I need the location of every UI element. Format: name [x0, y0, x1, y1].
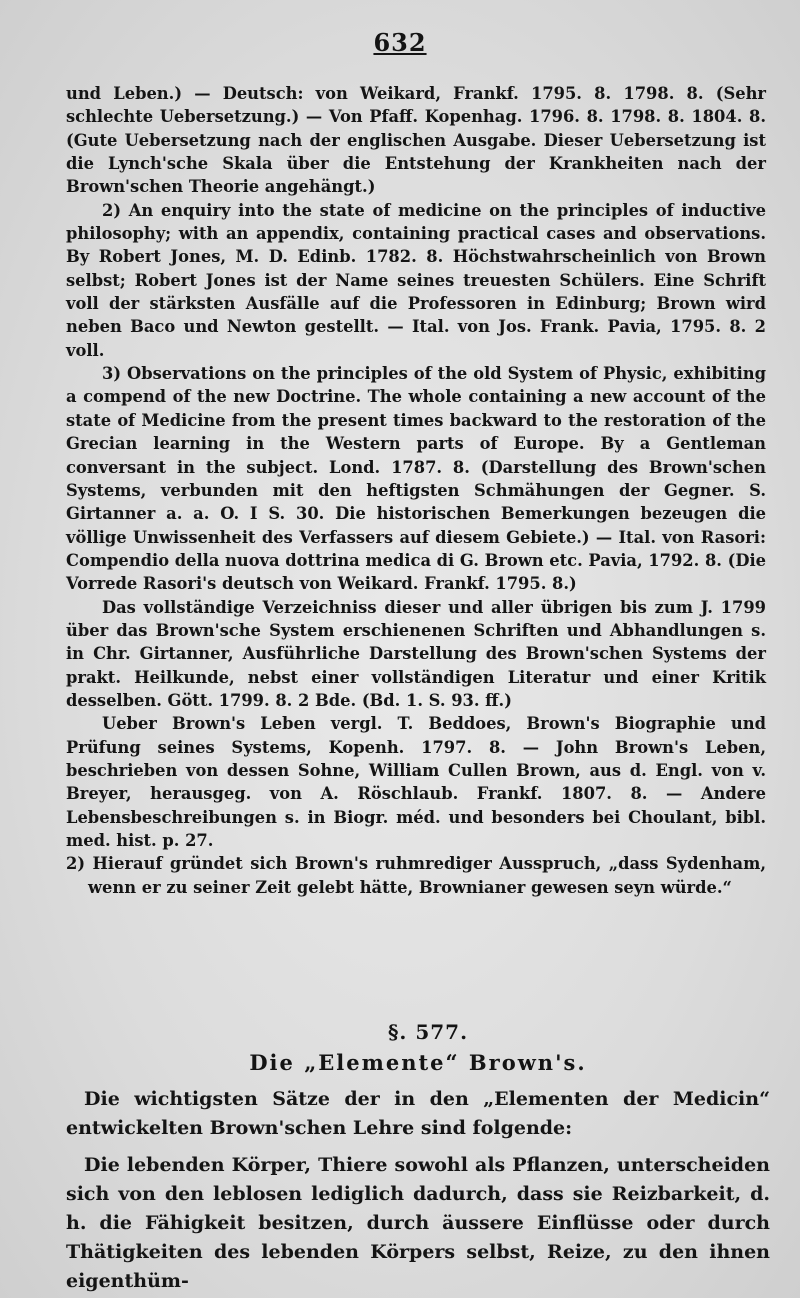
- paragraph-living-bodies: Die lebenden Körper, Thiere sowohl als Pflanzen, unterscheiden sich von den leblosen lediglich dadurch, dass sie Reizbarkeit, d. h. die Fähigkeit besitzen, durch äussere Einflüsse oder durch Thätigkeiten des lebenden Körpers selbst, Reize, zu den ihnen eigenthüm-: [66, 1154, 770, 1292]
- footnote-2-sydenham: 2) Hierauf gründet sich Brown's ruhmrediger Ausspruch, „dass Sydenham, wenn er zu seiner Zeit gelebt hätte, Brownianer gewesen seyn würde.“: [66, 854, 766, 897]
- footnote-bibliography: Das vollständige Verzeichniss dieser und aller übrigen bis zum J. 1799 über das Brown'sche System erschienenen Schriften und Abhandlungen s. in Chr. Girtanner, Ausführliche Darstellung des Brown'schen Systems der prakt. Heilkunde, nebst einer vollständigen Literatur und einer Kritik desselben. Gött. 1799. 8. 2 Bde. (Bd. 1. S. 93. ff.): [66, 597, 766, 710]
- footnote-2-jones: 2) An enquiry into the state of medicine on the principles of inductive philosophy; with an appendix, containing practical cases and observations. By Robert Jones, M. D. Edinb. 1782. 8. Höchstwahrscheinlich von Brown selbst; Robert Jones ist der Name seines treuesten Schülers. Eine Schrift voll der stärksten Ausfälle auf die Professoren in Edinburg; Brown wird neben Baco und Newton gestellt. — Ital. von Jos. Frank. Pavia, 1795. 8. 2 voll.: [66, 200, 766, 360]
- section-number: §. 577.: [387, 1020, 469, 1044]
- footnote-biography: Ueber Brown's Leben vergl. T. Beddoes, Brown's Biographie und Prüfung seines Systems, Kopenh. 1797. 8. — John Brown's Leben, beschrieben von dessen Sohne, William Cullen Brown, aus d. Engl. von v. Breyer, herausgeg. von A. Röschlaub. Frankf. 1807. 8. — Andere Lebensbeschreibungen s. in Biogr. méd. und besonders bei Choulant, bibl. med. hist. p. 27.: [66, 714, 766, 850]
- footnote-3-observations: 3) Observations on the principles of the old System of Physic, exhibiting a compend of the new Doctrine. The whole containing a new account of the state of Medicine from the present times backward to the restoration of the Grecian learning in the Western parts of Europe. By a Gentleman conversant in the subject. Lond. 1787. 8. (Darstellung des Brown'schen Systems, verbunden mit den heftigsten Schmähungen der Gegner. S. Girtanner a. a. O. I S. 30. Die historischen Bemerkungen bezeugen die völlige Unwissenheit des Verfassers auf diesem Gebiete.) — Ital. von Rasori: Compendio della nuova dottrina medica di G. Brown etc. Pavia, 1792. 8. (Die Vorrede Rasori's deutsch von Weikard. Frankf. 1795. 8.): [66, 364, 766, 594]
- footnote-continuation: und Leben.) — Deutsch: von Weikard, Frankf. 1795. 8. 1798. 8. (Sehr schlechte Uebersetzung.) — Von Pfaff. Kopenhag. 1796. 8. 1798. 8. 1804. 8. (Gute Uebersetzung nach der englischen Ausgabe. Dieser Uebersetzung ist die Lynch'sche Skala über die Entstehung der Krankheiten nach der Brown'schen Theorie angehängt.): [66, 84, 766, 197]
- footnotes: [66, 82, 766, 899]
- page-number: 632: [373, 28, 427, 57]
- main-text: [66, 1020, 770, 1296]
- paragraph-intro: Die wichtigsten Sätze der in den „Elementen der Medicin“ entwickelten Brown'schen Lehre sind folgende:: [66, 1088, 770, 1139]
- section-title: Die „Elemente“ Brown's.: [249, 1050, 587, 1075]
